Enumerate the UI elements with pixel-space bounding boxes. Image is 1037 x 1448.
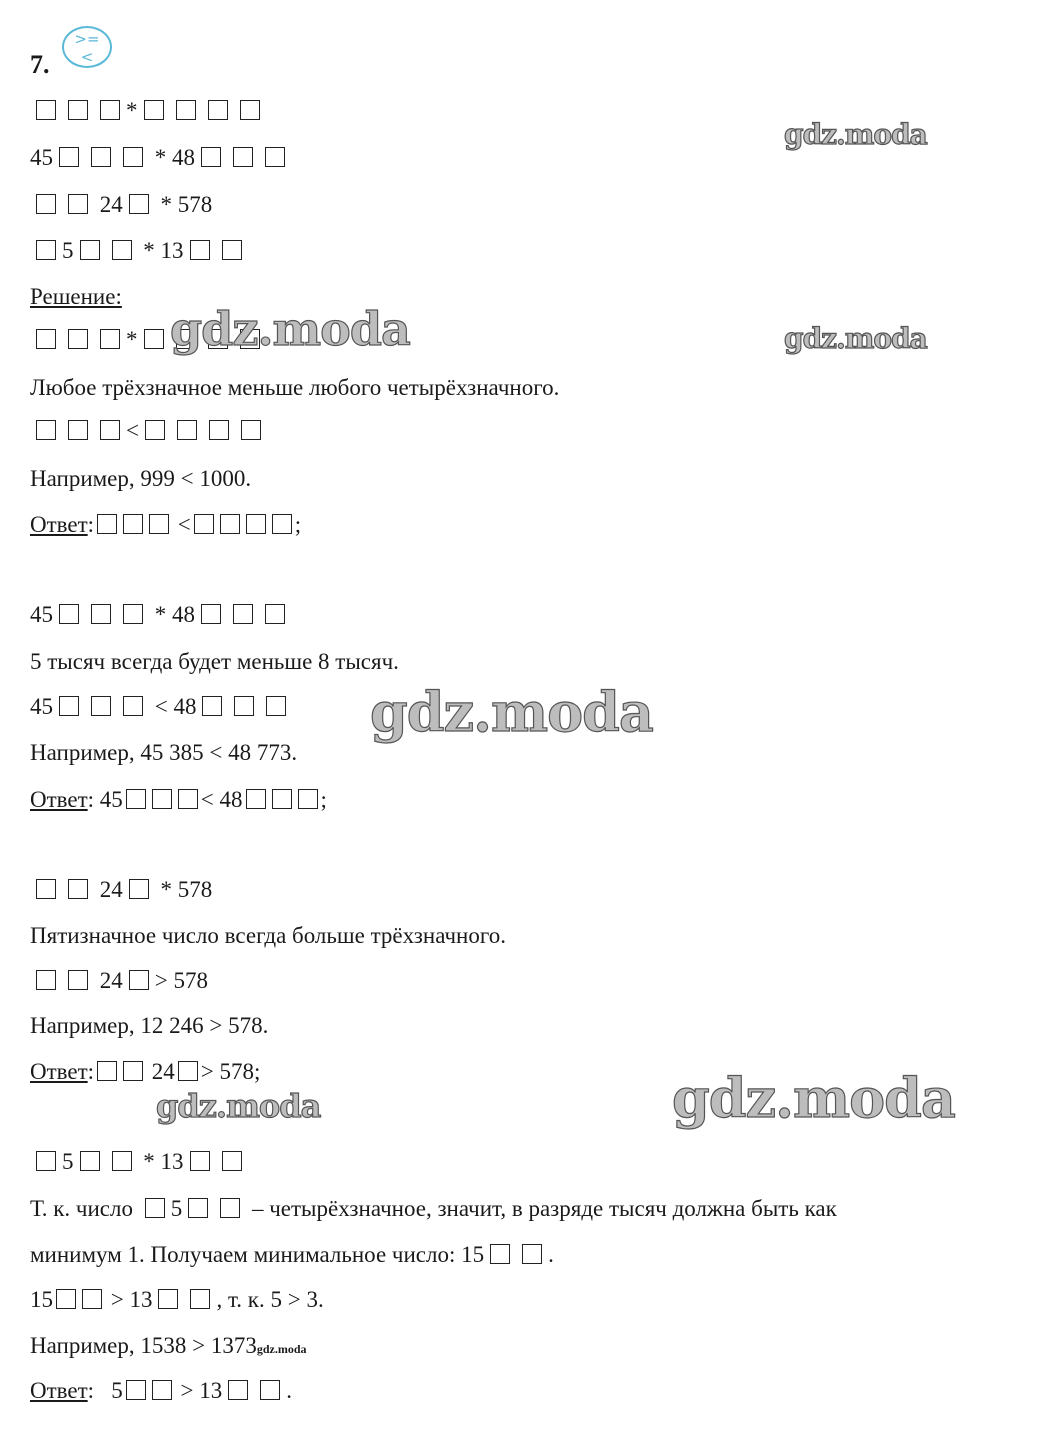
empty-digit-box (123, 696, 143, 716)
empty-digit-box (36, 329, 56, 349)
problem-4: 5 * 13 (30, 236, 248, 266)
empty-digit-box (144, 329, 164, 349)
empty-digit-box (82, 1289, 102, 1309)
empty-digit-box (222, 240, 242, 260)
watermark: gdz.moda (784, 118, 927, 151)
part1-explain: Любое трёхзначное меньше любого четырёхзначного. (30, 375, 560, 400)
part3-problem: 24 * 578 (30, 875, 212, 905)
empty-digit-box (36, 1151, 56, 1171)
part3-explain: Пятизначное число всегда больше трёхзначного. (30, 923, 506, 948)
empty-digit-box (97, 1061, 117, 1081)
part4-example: Например, 1538 > 1373gdz.moda (30, 1333, 307, 1358)
empty-digit-box (202, 696, 222, 716)
empty-digit-box (80, 240, 100, 260)
empty-digit-box (68, 420, 88, 440)
empty-digit-box (56, 1289, 76, 1309)
empty-digit-box (123, 1061, 143, 1081)
part1-problem: * (30, 325, 266, 355)
empty-digit-box (201, 147, 221, 167)
empty-digit-box (208, 100, 228, 120)
empty-digit-box (265, 147, 285, 167)
part3-answer: Ответ: 24 > 578; (30, 1059, 261, 1084)
problem-1: * (30, 96, 266, 126)
empty-digit-box (68, 879, 88, 899)
empty-digit-box (36, 240, 56, 260)
empty-digit-box (190, 1151, 210, 1171)
empty-digit-box (97, 514, 117, 534)
empty-digit-box (36, 194, 56, 214)
empty-digit-box (188, 1198, 208, 1218)
empty-digit-box (149, 514, 169, 534)
empty-digit-box (100, 420, 120, 440)
part3-compare: 24 > 578 (30, 966, 208, 996)
problem-2: 45 * 48 (30, 143, 291, 173)
empty-digit-box (68, 100, 88, 120)
empty-digit-box (178, 1061, 198, 1081)
empty-digit-box (91, 147, 111, 167)
empty-digit-box (100, 100, 120, 120)
empty-digit-box (260, 1380, 280, 1400)
part2-explain: 5 тысяч всегда будет меньше 8 тысяч. (30, 649, 399, 674)
empty-digit-box (129, 879, 149, 899)
part1-compare: < (30, 416, 267, 446)
empty-digit-box (152, 789, 172, 809)
empty-digit-box (228, 1380, 248, 1400)
empty-digit-box (126, 1380, 146, 1400)
empty-digit-box (233, 604, 253, 624)
part4-explain-1: Т. к. число 5 – четырёхзначное, значит, в разряде тысяч должна быть как (30, 1196, 837, 1221)
watermark: gdz.moda (784, 322, 927, 355)
empty-digit-box (91, 604, 111, 624)
empty-digit-box (233, 147, 253, 167)
empty-digit-box (190, 1289, 210, 1309)
empty-digit-box (36, 879, 56, 899)
part1-answer: Ответ: < ; (30, 512, 302, 537)
empty-digit-box (112, 240, 132, 260)
empty-digit-box (190, 240, 210, 260)
empty-digit-box (265, 604, 285, 624)
empty-digit-box (220, 514, 240, 534)
watermark: gdz.moda (156, 1087, 321, 1125)
empty-digit-box (59, 604, 79, 624)
empty-digit-box (178, 789, 198, 809)
empty-digit-box (234, 696, 254, 716)
empty-digit-box (59, 147, 79, 167)
empty-digit-box (266, 696, 286, 716)
part4-explain-2: минимум 1. Получаем минимальное число: 15 . (30, 1242, 554, 1267)
empty-digit-box (298, 789, 318, 809)
part2-answer: Ответ: 45 < 48 ; (30, 787, 327, 812)
watermark: gdz.moda (672, 1066, 955, 1130)
solution-label: Решение: (30, 284, 122, 309)
empty-digit-box (144, 100, 164, 120)
part2-problem: 45 * 48 (30, 600, 291, 630)
empty-digit-box (129, 970, 149, 990)
empty-digit-box (123, 514, 143, 534)
empty-digit-box (68, 329, 88, 349)
empty-digit-box (220, 1198, 240, 1218)
empty-digit-box (68, 970, 88, 990)
empty-digit-box (80, 1151, 100, 1171)
empty-digit-box (241, 420, 261, 440)
empty-digit-box (272, 789, 292, 809)
part4-answer: Ответ: 5 > 13 . (30, 1378, 293, 1403)
empty-digit-box (36, 100, 56, 120)
problem-3: 24 * 578 (30, 190, 212, 220)
empty-digit-box (177, 420, 197, 440)
empty-digit-box (246, 514, 266, 534)
watermark: gdz.moda (170, 302, 410, 356)
empty-digit-box (522, 1244, 542, 1264)
empty-digit-box (194, 514, 214, 534)
compare-icon: >= < (62, 26, 112, 68)
empty-digit-box (68, 194, 88, 214)
empty-digit-box (209, 420, 229, 440)
empty-digit-box (100, 329, 120, 349)
empty-digit-box (126, 789, 146, 809)
empty-digit-box (59, 696, 79, 716)
empty-digit-box (222, 1151, 242, 1171)
part2-example: Например, 45 385 < 48 773. (30, 740, 298, 765)
empty-digit-box (129, 194, 149, 214)
empty-digit-box (145, 1198, 165, 1218)
empty-digit-box (490, 1244, 510, 1264)
empty-digit-box (36, 970, 56, 990)
empty-digit-box (36, 420, 56, 440)
empty-digit-box (272, 514, 292, 534)
part4-problem: 5 * 13 (30, 1147, 248, 1177)
task-number: 7. (30, 50, 50, 79)
part2-compare: 45 < 48 (30, 692, 292, 722)
empty-digit-box (123, 604, 143, 624)
part3-example: Например, 12 246 > 578. (30, 1013, 269, 1038)
empty-digit-box (145, 420, 165, 440)
empty-digit-box (158, 1289, 178, 1309)
empty-digit-box (176, 100, 196, 120)
empty-digit-box (91, 696, 111, 716)
empty-digit-box (123, 147, 143, 167)
empty-digit-box (112, 1151, 132, 1171)
empty-digit-box (152, 1380, 172, 1400)
part1-example: Например, 999 < 1000. (30, 466, 252, 491)
part4-compare: 15 > 13 , т. к. 5 > 3. (30, 1287, 324, 1312)
empty-digit-box (246, 789, 266, 809)
empty-digit-box (201, 604, 221, 624)
empty-digit-box (240, 100, 260, 120)
watermark: gdz.moda (370, 680, 653, 744)
